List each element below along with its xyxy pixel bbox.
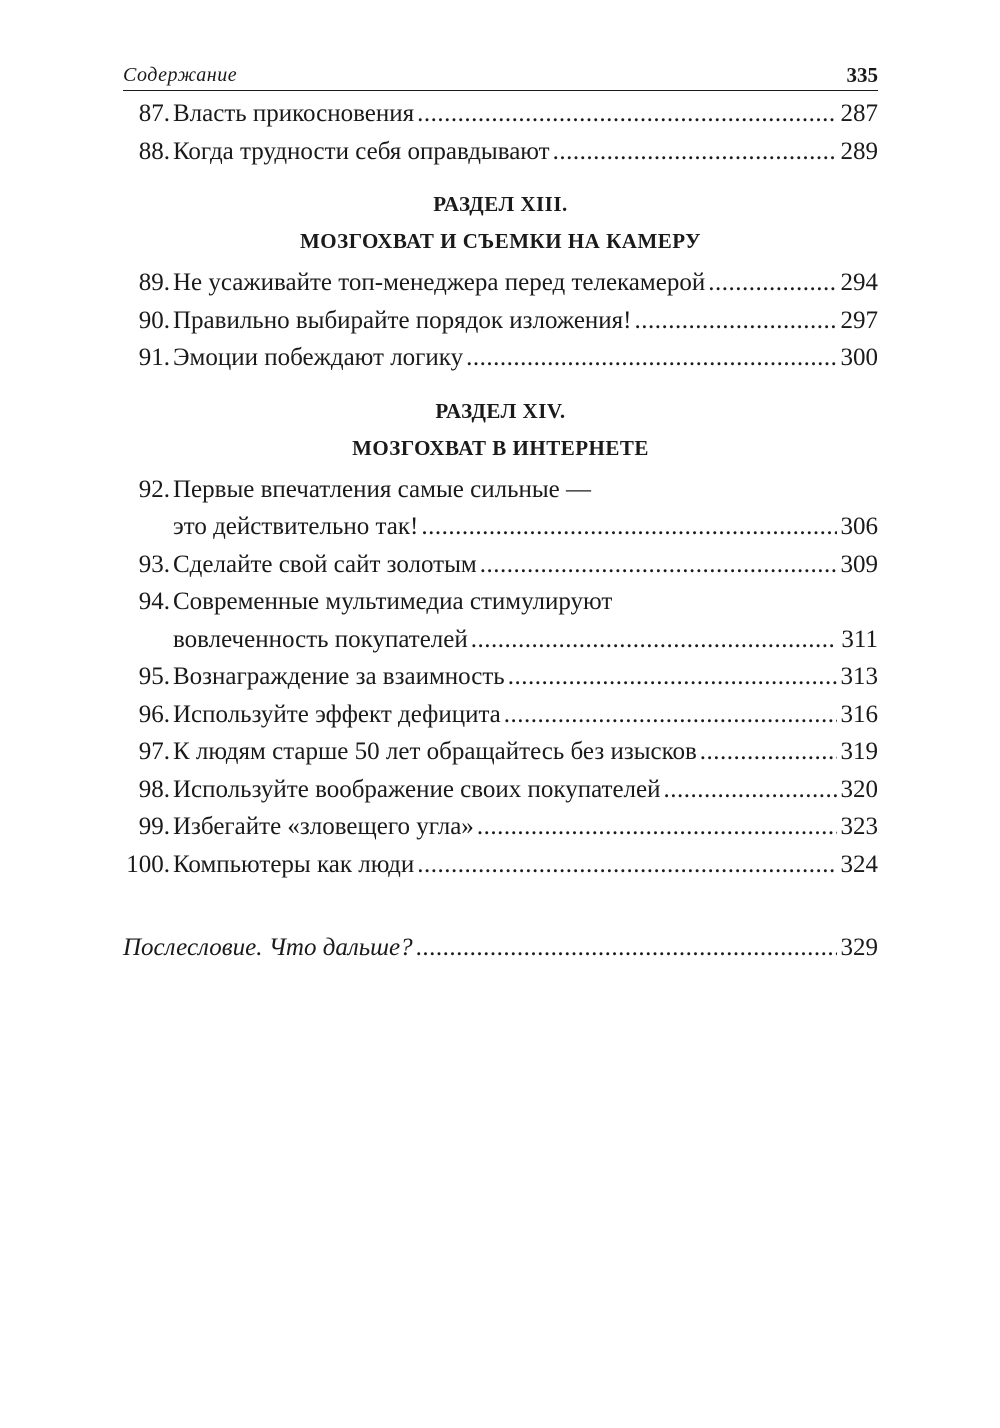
- entry-number: 98.: [138, 775, 170, 803]
- entry-number: 91.: [138, 344, 170, 371]
- dot-leader: [553, 133, 837, 171]
- entry-page: 316: [840, 700, 878, 728]
- entry-title-line: Современные мультимедиа стимулируют: [173, 588, 613, 615]
- entry-number: 96.: [138, 700, 170, 728]
- entry-title: Не усаживайте топ-менеджера перед телекамерой: [173, 269, 706, 296]
- entry-number: 94.: [138, 588, 170, 615]
- header-title: Содержание: [123, 64, 238, 86]
- entry-title-row: [173, 696, 878, 734]
- entry-title: Используйте эффект дефицита: [173, 700, 501, 728]
- entry-title-row: [173, 508, 878, 546]
- toc-entry[interactable]: [123, 95, 878, 133]
- entry-title-row: [173, 733, 878, 771]
- entry-title: Правильно выбирайте порядок изложения!: [173, 306, 632, 334]
- section-14-number: РАЗДЕЛ XIV.: [435, 398, 566, 423]
- entry-number: 97.: [138, 738, 170, 765]
- entry-title: Сделайте свой сайт золотым: [173, 550, 477, 578]
- entry-page: 313: [840, 663, 878, 690]
- entry-number: 90.: [138, 306, 170, 334]
- entry-body: [173, 339, 878, 377]
- entry-body: [173, 771, 878, 809]
- entry-body: [173, 133, 878, 171]
- entry-body: [173, 471, 878, 546]
- entry-page: 294: [840, 269, 878, 296]
- toc-entry[interactable]: [123, 846, 878, 884]
- entry-body: [173, 264, 878, 302]
- entry-title: Вознаграждение за взаимность: [173, 663, 505, 690]
- entry-title: Власть прикосновения: [173, 100, 415, 127]
- entry-title-row: [173, 658, 878, 696]
- entry-title: Когда трудности себя оправдывают: [173, 137, 550, 165]
- entry-page: 320: [840, 775, 878, 803]
- entry-page: 287: [840, 100, 878, 127]
- entry-number: 95.: [138, 663, 170, 690]
- entry-page: 323: [840, 813, 878, 840]
- entry-title-row: [173, 546, 878, 584]
- toc-entry[interactable]: [123, 771, 878, 809]
- dot-leader: [708, 264, 836, 302]
- entry-number: 100.: [126, 850, 170, 878]
- entry-title: К людям старше 50 лет обращайтесь без изысков: [173, 738, 697, 765]
- toc-entry-afterword[interactable]: [123, 929, 878, 967]
- entry-body: [173, 546, 878, 584]
- entry-body: [173, 846, 878, 884]
- entry-page: 311: [841, 625, 878, 653]
- toc-entry[interactable]: [123, 264, 878, 302]
- toc-entry[interactable]: [123, 696, 878, 734]
- dot-leader: [508, 658, 837, 696]
- entry-title: это действительно так!: [173, 513, 419, 540]
- dot-leader: [421, 508, 836, 546]
- dot-leader: [635, 302, 837, 340]
- entry-body: [173, 808, 878, 846]
- entry-title-row: [173, 339, 878, 377]
- toc-page: [123, 63, 878, 967]
- entry-title-row: [173, 808, 878, 846]
- section-13-number: РАЗДЕЛ XIII.: [433, 192, 568, 216]
- dot-leader: [417, 95, 836, 133]
- running-header: [123, 63, 878, 91]
- section-heading-13: [123, 186, 878, 260]
- entry-title-row: [173, 302, 878, 340]
- entry-page: 309: [840, 550, 878, 578]
- toc-entry[interactable]: [123, 808, 878, 846]
- toc-entry[interactable]: [123, 302, 878, 340]
- section-heading-14: [123, 393, 878, 467]
- entry-title: вовлеченность покупателей: [173, 625, 468, 653]
- afterword-page: 329: [840, 934, 878, 961]
- dot-leader: [700, 733, 837, 771]
- entry-body: [173, 583, 878, 658]
- toc-entry[interactable]: [123, 546, 878, 584]
- entry-title: Компьютеры как люди: [173, 850, 415, 878]
- dot-leader: [417, 846, 836, 884]
- toc-list-section-13: [123, 264, 878, 377]
- entry-title-row: [173, 846, 878, 884]
- toc-entry[interactable]: [123, 471, 878, 546]
- toc-list-top: [123, 95, 878, 170]
- toc-entry[interactable]: [123, 133, 878, 171]
- entry-body: [173, 696, 878, 734]
- section-13-title: МОЗГОХВАТ И СЪЕМКИ НА КАМЕРУ: [299, 229, 702, 253]
- toc-list-section-14: [123, 471, 878, 884]
- toc-entry[interactable]: [123, 733, 878, 771]
- entry-title-row: [173, 771, 878, 809]
- afterword-title: Послесловие. Что дальше?: [123, 934, 413, 961]
- entry-page: 297: [840, 306, 878, 334]
- entry-page: 289: [840, 137, 878, 165]
- entry-title-row: [173, 621, 878, 659]
- entry-body: [173, 733, 878, 771]
- header-page-number: 335: [846, 63, 878, 87]
- dot-leader: [471, 621, 838, 659]
- entry-title: Избегайте «зловещего угла»: [173, 813, 474, 840]
- entry-body: [173, 658, 878, 696]
- dot-leader: [466, 339, 836, 377]
- entry-title-line: Первые впечатления самые сильные —: [173, 475, 591, 503]
- entry-body: [173, 95, 878, 133]
- entry-number: 89.: [138, 269, 170, 296]
- entry-title-row: [173, 133, 878, 171]
- dot-leader: [504, 696, 837, 734]
- entry-title-row: [173, 264, 878, 302]
- entry-body: [173, 302, 878, 340]
- entry-number: 92.: [138, 475, 170, 503]
- entry-title: Используйте воображение своих покупателей: [173, 775, 661, 803]
- toc-entry[interactable]: [123, 339, 878, 377]
- dot-leader: [480, 546, 837, 584]
- entry-number: 99.: [138, 813, 170, 840]
- entry-page: 324: [840, 850, 878, 878]
- section-14-title: МОЗГОХВАТ В ИНТЕРНЕТЕ: [352, 435, 649, 460]
- entry-page: 306: [840, 513, 878, 540]
- toc-entry[interactable]: [123, 583, 878, 658]
- dot-leader: [664, 771, 837, 809]
- entry-number: 93.: [138, 550, 170, 578]
- entry-title: Эмоции побеждают логику: [173, 344, 464, 371]
- toc-entry[interactable]: [123, 658, 878, 696]
- entry-number: 87.: [138, 100, 170, 127]
- entry-number: 88.: [138, 137, 170, 165]
- dot-leader: [416, 929, 837, 967]
- entry-title-row: [173, 95, 878, 133]
- dot-leader: [477, 808, 837, 846]
- entry-page: 300: [840, 344, 878, 371]
- entry-page: 319: [840, 738, 878, 765]
